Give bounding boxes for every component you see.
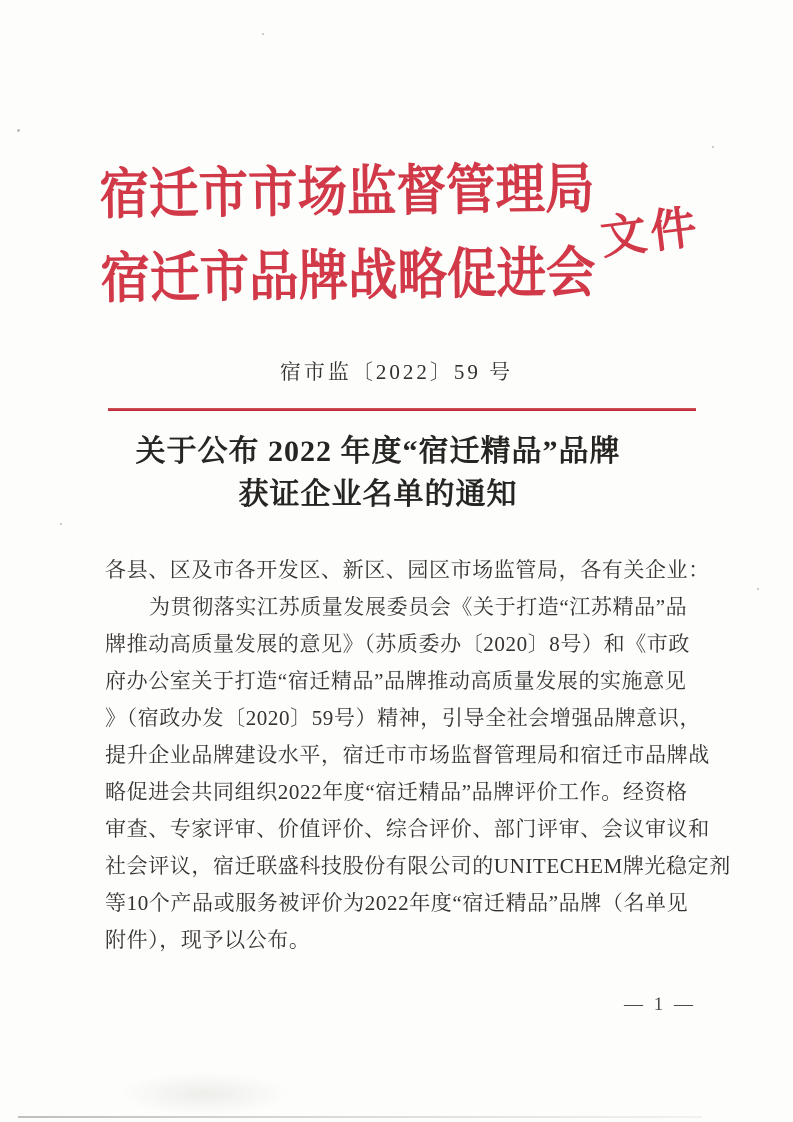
letterhead (99, 147, 651, 322)
document-body (105, 552, 731, 959)
document-title (0, 430, 756, 516)
body-line: 略促进会共同组织2022年度“宿迁精品”品牌评价工作。经资格 (105, 780, 688, 804)
scan-speck (262, 33, 264, 35)
red-divider-line (108, 408, 696, 411)
title-line2: 获证企业名单的通知 (238, 478, 518, 511)
body-line: 各县、区及市各开发区、新区、园区市场监管局，各有关企业： (105, 558, 710, 582)
scan-speck (712, 146, 714, 148)
org-name-line1: 宿迁市市场监督管理局 (99, 158, 595, 226)
body-line: 附件），现予以公布。 (105, 928, 311, 952)
title-line1: 关于公布 2022 年度“宿迁精品”品牌 (135, 435, 621, 468)
page-number: — 1 — (624, 994, 696, 1015)
body-line: 等10个产品或服务被评价为2022年度“宿迁精品”品牌（名单见 (105, 891, 689, 915)
org-name-line2: 宿迁市品牌战略促进会 (100, 242, 596, 310)
doc-type-label: 文件 (597, 201, 704, 264)
scan-speck (17, 129, 20, 132)
scan-speck (60, 523, 62, 525)
body-line: 牌推动高质量发展的意见》（苏质委办〔2020〕8号）和《市政 (105, 632, 690, 656)
body-line: 社会评议，宿迁联盛科技股份有限公司的UNITECHEM牌光稳定剂 (105, 854, 731, 878)
document-number: 宿市监〔2022〕59 号 (279, 360, 514, 384)
scan-smudge (120, 1072, 290, 1116)
scan-bottom-edge (18, 1116, 702, 1118)
body-line: 为贯彻落实江苏质量发展委员会《关于打造“江苏精品”品 (149, 595, 688, 619)
body-line: 提升企业品牌建设水平，宿迁市市场监督管理局和宿迁市品牌战 (105, 743, 710, 767)
body-line: 府办公室关于打造“宿迁精品”品牌推动高质量发展的实施意见 (105, 669, 687, 693)
body-line: 》（宿政办发〔2020〕59号）精神，引导全社会增强品牌意识， (105, 706, 702, 730)
body-line: 审查、专家评审、价值评价、综合评价、部门评审、会议审议和 (105, 817, 710, 841)
scan-speck (757, 588, 759, 590)
